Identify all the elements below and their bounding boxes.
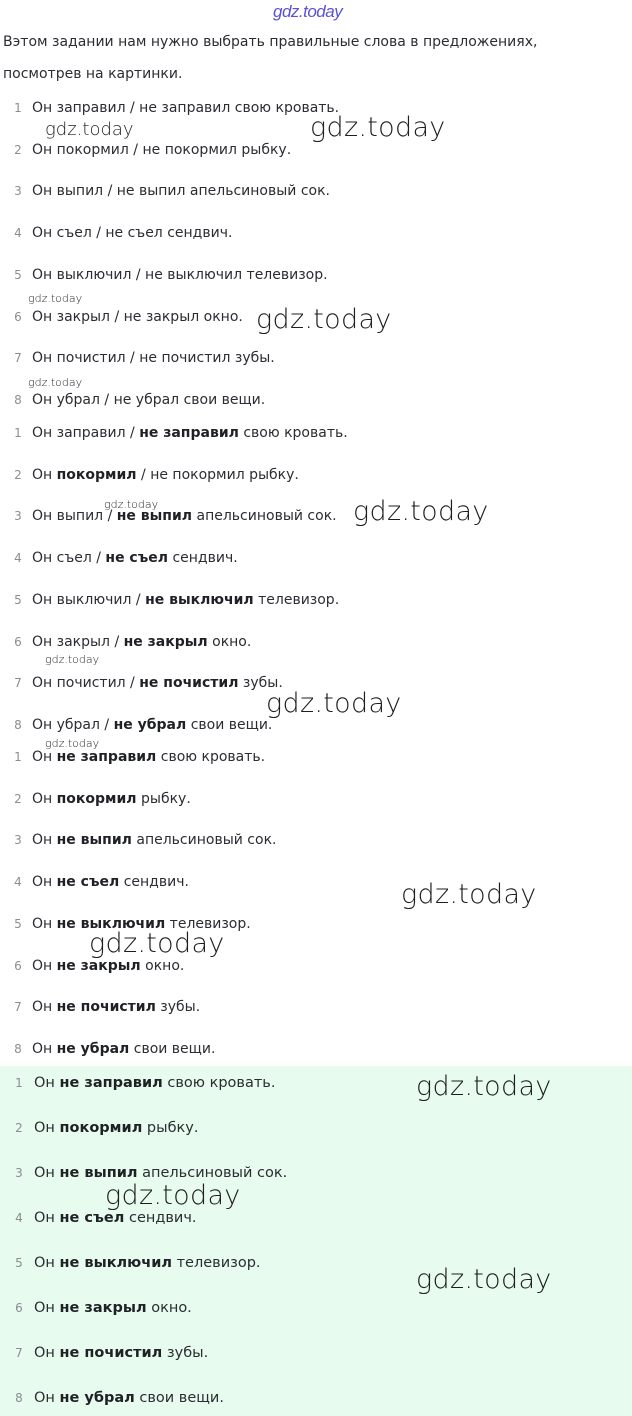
- list-item: [0, 463, 299, 487]
- sentence-part: зубы.: [155, 999, 201, 1016]
- watermark: gdz.today: [89, 928, 225, 959]
- item-number: 2: [14, 791, 22, 806]
- highlighted-word: не почистил: [59, 1345, 163, 1361]
- sentence-part: Он закрыл /: [32, 633, 124, 650]
- sentence-part: окно.: [140, 957, 185, 974]
- sentence-part: / не покормил рыбку.: [136, 466, 299, 483]
- item-number: 2: [14, 467, 22, 482]
- highlighted-word: покормил: [56, 466, 137, 483]
- highlighted-word: не выключил: [145, 591, 254, 608]
- sentence-part: апельсиновый сок.: [137, 1165, 288, 1181]
- sentence: [32, 508, 337, 524]
- list-item: [0, 995, 200, 1019]
- sentence: [32, 183, 330, 199]
- watermark: gdz.today: [104, 498, 159, 511]
- sentence: [32, 1041, 215, 1057]
- item-number: 4: [14, 875, 22, 890]
- list-item: [0, 1296, 192, 1320]
- item-number: 7: [14, 1000, 22, 1015]
- sentence-part: рыбку.: [136, 790, 191, 807]
- list-item: [0, 745, 265, 769]
- highlighted-word: покормил: [59, 1120, 143, 1136]
- watermark: gdz.today: [28, 376, 83, 389]
- sentence-part: Он: [32, 790, 57, 807]
- sentence-part: свою кровать.: [156, 749, 266, 765]
- sentence: [32, 592, 339, 608]
- sentence-part: Он убрал / не убрал свои вещи.: [32, 391, 266, 408]
- sentence-part: Он: [32, 874, 57, 891]
- highlighted-word: не выпил: [56, 832, 132, 849]
- list-item: [0, 713, 272, 737]
- item-number: 3: [14, 184, 22, 199]
- sentence: [34, 1075, 275, 1091]
- item-number: 5: [15, 1256, 23, 1270]
- watermark: gdz.today: [416, 1071, 552, 1102]
- sentence-part: Он выключил /: [32, 591, 146, 608]
- list-item: [0, 671, 283, 695]
- sentence: [32, 874, 189, 890]
- watermark: gdz.today: [45, 119, 134, 140]
- sentence-part: Он: [34, 1165, 60, 1181]
- site-logo[interactable]: gdz.today: [273, 2, 343, 21]
- sentence-part: Он выключил / не выключил телевизор.: [32, 266, 328, 283]
- sentence-part: рыбку.: [142, 1120, 199, 1136]
- watermark: gdz.today: [45, 653, 100, 666]
- item-number: 7: [15, 1346, 23, 1360]
- item-number: 8: [14, 717, 22, 732]
- highlighted-word: не съел: [59, 1210, 125, 1226]
- sentence: [32, 350, 275, 366]
- sentence-part: Он заправил / не заправил свою кровать.: [32, 100, 340, 116]
- sentence: [32, 267, 328, 283]
- sentence-part: апельсиновый сок.: [131, 832, 277, 849]
- sentence-part: Он: [32, 999, 57, 1016]
- list-item: [0, 504, 337, 528]
- watermark: gdz.today: [28, 292, 83, 305]
- sentence-part: Он: [34, 1210, 60, 1226]
- list-item: [0, 787, 191, 811]
- highlighted-word: не заправил: [139, 425, 239, 441]
- intro-text-line-1: Вэтом задании нам нужно выбрать правильные слова в предложениях,: [3, 34, 538, 50]
- list-item: [0, 828, 276, 852]
- highlighted-word: не убрал: [113, 716, 187, 733]
- sentence-part: свои вещи.: [186, 716, 273, 733]
- watermark: gdz.today: [105, 1180, 241, 1211]
- list-item: [0, 546, 238, 570]
- sentence-part: Он выпил /: [32, 508, 117, 525]
- sentence-part: Он: [34, 1390, 60, 1406]
- highlighted-word: не закрыл: [59, 1300, 147, 1316]
- item-number: 1: [14, 101, 22, 115]
- answer-block: [0, 1066, 632, 1416]
- sentence-part: Он выпил / не выпил апельсиновый сок.: [32, 183, 330, 200]
- item-number: 8: [14, 392, 22, 407]
- list-item: [0, 1386, 224, 1410]
- list-item: [0, 870, 189, 894]
- sentence-part: Он: [32, 749, 57, 765]
- list-item: [0, 588, 339, 612]
- sentence: [34, 1255, 261, 1271]
- list-item: [0, 421, 348, 445]
- watermark: gdz.today: [416, 1264, 552, 1295]
- sentence: [32, 634, 251, 650]
- item-number: 5: [14, 592, 22, 607]
- sentence: [34, 1390, 224, 1406]
- sentence: [32, 467, 299, 483]
- highlighted-word: не убрал: [59, 1390, 135, 1406]
- sentence: [34, 1165, 287, 1181]
- item-number: 2: [14, 142, 22, 157]
- highlighted-word: не выключил: [56, 915, 166, 932]
- item-number: 2: [15, 1121, 23, 1135]
- item-number: 3: [14, 509, 22, 524]
- sentence-part: Он: [34, 1075, 60, 1091]
- sentence-part: сендвич.: [168, 550, 238, 567]
- list-item: [0, 388, 265, 412]
- sentence-part: Он покормил / не покормил рыбку.: [32, 141, 292, 158]
- sentence: [32, 550, 238, 566]
- sentence-part: телевизор.: [253, 591, 340, 608]
- watermark: gdz.today: [401, 879, 537, 910]
- item-number: 1: [14, 426, 22, 440]
- sentence: [32, 999, 200, 1015]
- item-number: 5: [14, 916, 22, 931]
- item-number: 4: [15, 1211, 23, 1225]
- sentence-part: апельсиновый сок.: [192, 508, 337, 525]
- sentence: [32, 142, 291, 158]
- highlighted-word: не выключил: [59, 1255, 172, 1271]
- item-number: 7: [14, 676, 22, 691]
- sentence: [32, 225, 232, 241]
- sentence-part: Он: [32, 957, 57, 974]
- sentence-part: зубы.: [238, 675, 283, 692]
- sentence-part: Он съел /: [32, 550, 106, 567]
- list-item: [0, 96, 339, 120]
- highlighted-word: не закрыл: [56, 957, 141, 974]
- sentence-part: Он почистил /: [32, 675, 140, 692]
- sentence: [32, 309, 243, 325]
- item-number: 5: [14, 267, 22, 282]
- list-item: [0, 221, 232, 245]
- sentence-part: Он: [32, 466, 57, 483]
- highlighted-word: не заправил: [59, 1075, 163, 1091]
- sentence: [34, 1300, 192, 1316]
- sentence-part: телевизор.: [172, 1255, 261, 1271]
- list-item: [0, 1116, 198, 1140]
- sentence: [32, 425, 348, 441]
- highlighted-word: не съел: [105, 550, 169, 567]
- sentence-part: свои вещи.: [129, 1040, 216, 1057]
- sentence-part: сендвич.: [119, 874, 189, 891]
- list-item: [0, 346, 275, 370]
- list-item: [0, 1037, 215, 1061]
- item-number: 6: [14, 958, 22, 973]
- highlighted-word: не убрал: [56, 1040, 130, 1057]
- sentence: [34, 1210, 197, 1226]
- sentence: [34, 1345, 208, 1361]
- sentence-part: сендвич.: [124, 1210, 197, 1226]
- list-item: [0, 263, 328, 287]
- item-number: 6: [15, 1301, 23, 1315]
- item-number: 6: [14, 634, 22, 649]
- list-item: [0, 630, 251, 654]
- item-number: 8: [14, 1041, 22, 1056]
- item-number: 8: [15, 1391, 23, 1405]
- sentence-part: зубы.: [162, 1345, 209, 1361]
- sentence-part: Он съел / не съел сендвич.: [32, 225, 233, 242]
- item-number: 6: [14, 309, 22, 324]
- highlighted-word: не выпил: [59, 1165, 138, 1181]
- sentence-part: Он: [32, 1040, 57, 1057]
- sentence: [32, 958, 184, 974]
- sentence-part: Он: [34, 1300, 60, 1316]
- item-number: 1: [15, 1076, 23, 1090]
- sentence: [34, 1120, 198, 1136]
- sentence-part: Он: [34, 1345, 60, 1361]
- sentence-part: телевизор.: [165, 915, 251, 932]
- highlighted-word: не выпил: [116, 508, 193, 525]
- highlighted-word: не съел: [56, 874, 120, 891]
- watermark: gdz.today: [266, 688, 402, 719]
- sentence-part: Он закрыл / не закрыл окно.: [32, 308, 243, 325]
- sentence-part: свою кровать.: [238, 425, 348, 441]
- highlighted-word: покормил: [56, 790, 137, 807]
- list-item: [0, 1071, 275, 1095]
- item-number: 3: [14, 833, 22, 848]
- sentence: [32, 717, 272, 733]
- list-item: [0, 138, 291, 162]
- sentence: [32, 392, 265, 408]
- sentence-part: Он: [34, 1255, 60, 1271]
- sentence: [32, 100, 339, 116]
- watermark: gdz.today: [45, 737, 100, 750]
- list-item: [0, 1341, 208, 1365]
- item-number: 4: [14, 226, 22, 241]
- item-number: 4: [14, 551, 22, 566]
- sentence-part: свою кровать.: [162, 1075, 276, 1091]
- sentence-part: окно.: [146, 1300, 192, 1316]
- highlighted-word: не почистил: [139, 675, 239, 692]
- watermark: gdz.today: [353, 496, 489, 527]
- intro-text-line-2: посмотрев на картинки.: [3, 66, 183, 82]
- sentence-part: Он почистил / не почистил зубы.: [32, 350, 275, 367]
- watermark: gdz.today: [310, 112, 446, 143]
- sentence-part: Он: [32, 915, 57, 932]
- sentence-part: Он: [32, 832, 57, 849]
- sentence: [32, 832, 276, 848]
- sentence-part: Он: [34, 1120, 60, 1136]
- sentence-part: окно.: [207, 633, 252, 650]
- item-number: 3: [15, 1166, 23, 1180]
- highlighted-word: не заправил: [56, 749, 157, 765]
- list-item: [0, 179, 330, 203]
- sentence: [32, 675, 283, 691]
- highlighted-word: не закрыл: [123, 633, 208, 650]
- sentence-part: свои вещи.: [134, 1390, 224, 1406]
- sentence-part: Он убрал /: [32, 716, 114, 733]
- sentence-part: Он заправил /: [32, 425, 140, 441]
- item-number: 1: [14, 750, 22, 764]
- list-item: [0, 1251, 261, 1275]
- sentence: [32, 791, 191, 807]
- highlighted-word: не почистил: [56, 999, 156, 1016]
- sentence: [32, 749, 265, 765]
- item-number: 7: [14, 351, 22, 366]
- watermark: gdz.today: [256, 304, 392, 335]
- list-item: [0, 305, 243, 329]
